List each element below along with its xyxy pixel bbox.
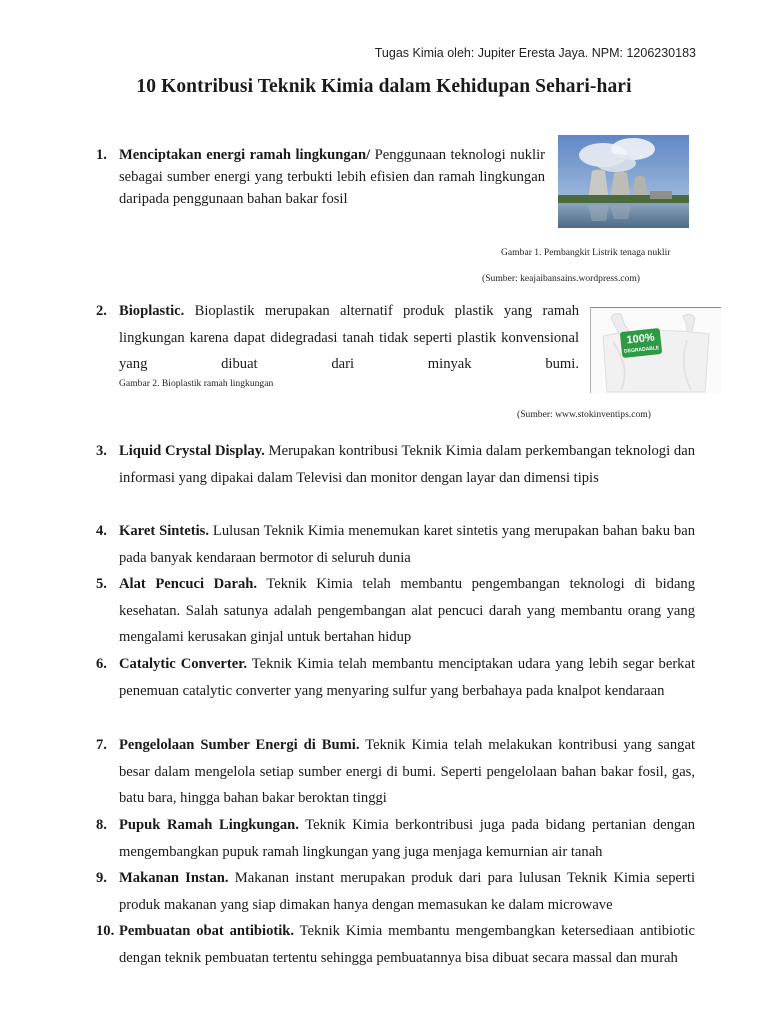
item-body xyxy=(119,812,695,865)
plastic-bag-photo-icon xyxy=(591,308,721,393)
list-item xyxy=(96,732,695,812)
list-item xyxy=(96,571,695,651)
item-term: Karet Sintetis. xyxy=(119,523,209,539)
item-number: 8. xyxy=(96,817,107,833)
nuclear-plant-image xyxy=(558,135,689,228)
item-body xyxy=(119,518,695,571)
item-term: Liquid Crystal Display. xyxy=(119,443,265,459)
item-number: 2. xyxy=(96,303,107,319)
list-item xyxy=(96,298,579,378)
bag-label-word: DEGRADABLE xyxy=(623,345,660,355)
page-title: 10 Kontribusi Teknik Kimia dalam Kehidupan Sehari-hari xyxy=(136,76,632,97)
figure-caption: Gambar 2. Bioplastik ramah lingkungan xyxy=(119,378,274,389)
item-number: 1. xyxy=(96,147,107,163)
item-term: Alat Pencuci Darah. xyxy=(119,576,258,592)
item-term: Catalytic Converter. xyxy=(119,656,248,672)
item-body xyxy=(119,865,695,918)
item-number: 5. xyxy=(96,576,107,592)
item-body xyxy=(119,571,695,651)
item-text: Bioplastik merupakan alternatif produk plastik yang ramah lingkungan karena dapat didegradasi tanah tidak seperti plastik konvensional yang dibuat dari minyak bumi. xyxy=(119,303,579,372)
item-text: Teknik Kimia telah melakukan kontribusi yang sangat besar dalam mengelola setiap sumber energi di bumi. Seperti pengelolaan bahan bakar fosil, gas, batu bara, hingga bahan bakar beroktan tinggi xyxy=(119,737,696,806)
item-text: Teknik Kimia telah membantu pengembangan teknologi di bidang kesehatan. Salah satunya adalah pengembangan alat pencuci darah yang membantu orang yang mengalami kerusakan ginjal untuk bertahan hidup xyxy=(119,576,696,645)
list-item xyxy=(96,144,545,210)
figure-caption: Gambar 1. Pembangkit Listrik tenaga nuklir xyxy=(501,247,671,258)
bag-label-percent: 100% xyxy=(625,331,656,347)
figure-source: (Sumber: keajaibansains.wordpress.com) xyxy=(482,273,640,284)
item-body xyxy=(119,438,695,491)
item-body xyxy=(119,918,695,971)
nuclear-plant-photo-icon xyxy=(558,135,689,228)
item-term: Pupuk Ramah Lingkungan. xyxy=(119,817,299,833)
item-text: Merupakan kontribusi Teknik Kimia dalam perkembangan teknologi dan informasi yang dipakai dalam Televisi dan monitor dengan layar dan dimensi tipis xyxy=(119,443,695,486)
list-item xyxy=(96,812,695,865)
item-term: Makanan Instan. xyxy=(119,870,229,886)
item-number: 9. xyxy=(96,870,107,886)
list-item xyxy=(96,865,695,918)
figure-source: (Sumber: www.stokinventips.com) xyxy=(517,409,651,420)
item-body xyxy=(119,732,695,812)
item-body xyxy=(119,298,579,378)
item-term: Bioplastic. xyxy=(119,303,185,319)
item-number: 6. xyxy=(96,656,107,672)
item-text: Penggunaan teknologi nuklir sebagai sumber energi yang terbukti lebih efisien dan ramah lingkungan daripada penggunaan bahan bakar fosil xyxy=(119,147,546,207)
item-body xyxy=(119,144,545,210)
list-item xyxy=(96,651,695,704)
item-term: Menciptakan energi ramah lingkungan/ xyxy=(119,147,371,163)
list-item xyxy=(96,518,695,571)
item-text: Lulusan Teknik Kimia menemukan karet sintetis yang merupakan bahan baku ban pada banyak kendaraan bermotor di seluruh dunia xyxy=(119,523,695,566)
item-number: 10. xyxy=(96,923,115,939)
list-item xyxy=(96,438,695,491)
item-number: 4. xyxy=(96,523,107,539)
item-text: Makanan instant merupakan produk dari para lulusan Teknik Kimia seperti produk makanan yang siap dimakan hanya dengan memasukan ke dalam microwave xyxy=(119,870,695,913)
bioplastic-bag-image xyxy=(590,307,721,393)
item-text: Teknik Kimia telah membantu menciptakan udara yang lebih segar berkat penemuan catalytic converter yang menyaring sulfur yang berbahaya pada knalpot kendaraan xyxy=(119,656,696,699)
item-number: 3. xyxy=(96,443,107,459)
item-text: Teknik Kimia membantu mengembangkan ketersediaan antibiotic dengan teknik pembuatan tertentu sehingga pembuatannya bisa dibuat secara massal dan murah xyxy=(119,923,695,966)
item-term: Pembuatan obat antibiotik. xyxy=(119,923,295,939)
item-number: 7. xyxy=(96,737,107,753)
item-term: Pengelolaan Sumber Energi di Bumi. xyxy=(119,737,360,753)
item-text: Teknik Kimia berkontribusi juga pada bidang pertanian dengan mengembangkan pupuk ramah lingkungan yang juga menjaga kemurnian air tanah xyxy=(119,817,695,860)
item-body xyxy=(119,651,695,704)
list-item xyxy=(96,918,695,971)
header-note: Tugas Kimia oleh: Jupiter Eresta Jaya. NPM: 1206230183 xyxy=(374,46,696,60)
